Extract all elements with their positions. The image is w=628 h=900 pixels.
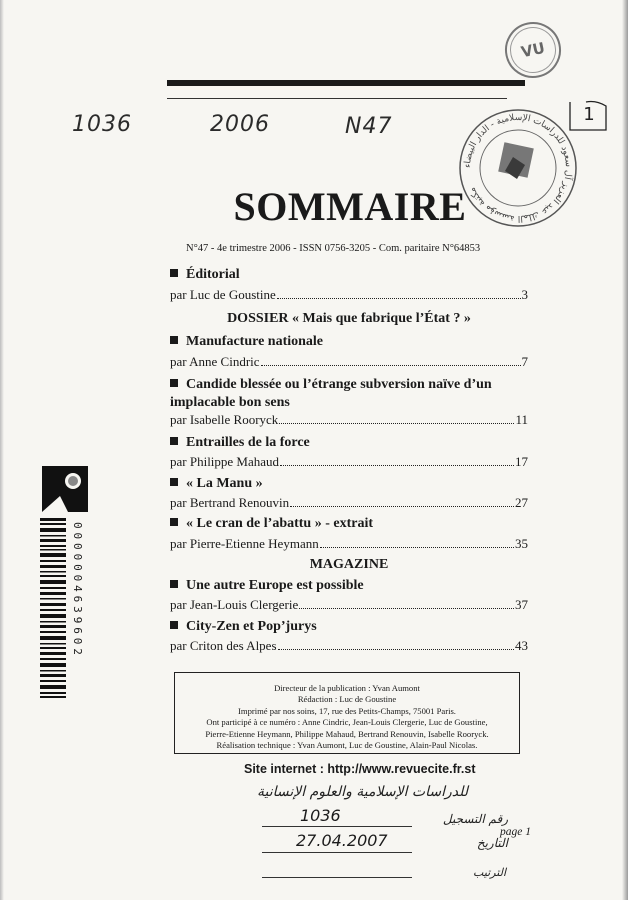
credits-line: Pierre-Etienne Heymann, Philippe Mahaud, Bertrand Renouvin, Isabelle Rooryck. [205, 728, 489, 739]
section-heading-magazine: MAGAZINE [309, 557, 389, 572]
bullet-square-icon [170, 269, 178, 277]
toc-entry-byline: par Bertrand Renouvin 27 [170, 495, 528, 510]
toc-entry-title-editorial: Éditorial [170, 266, 528, 284]
barcode-digits: 0000004639602 [71, 522, 84, 659]
registration-date: 27.04.2007 [296, 831, 388, 850]
bullet-square-icon [170, 437, 178, 445]
toc-entry-title: Manufacture nationale [170, 333, 528, 351]
reference-number: 1 [583, 104, 595, 125]
page-edge-left [0, 0, 4, 900]
vu-stamp: VU [500, 17, 566, 83]
top-rule-thick [167, 80, 525, 86]
page-number: page 1 [500, 826, 531, 838]
website-link[interactable]: Site internet : http://www.revuecite.fr.st [244, 762, 476, 776]
page-title: SOMMAIRE [233, 184, 467, 229]
svg-text:مكتبة مؤسسة الملك عبد العزيز آ: مكتبة مؤسسة الملك عبد العزيز آل سعود للدراسات الإسلامية - الدار البيضاء [462, 112, 574, 224]
credits-line: Ont participé à ce numéro : Anne Cindric, Jean-Louis Clergerie, Luc de Goustine, [206, 717, 488, 728]
barcode-icon [40, 518, 66, 698]
library-name-stamp: للدراسات الإسلامية والعلوم الإنسانية [257, 784, 468, 800]
bullet-square-icon [170, 518, 178, 526]
bullet-square-icon [170, 580, 178, 588]
toc-entry-title: Une autre Europe est possible [170, 577, 528, 595]
toc-entry-byline: par Luc de Goustine 3 [170, 287, 528, 302]
credits-box [174, 672, 520, 754]
handwritten-number: 1036 [72, 112, 132, 137]
toc-entry-byline: par Isabelle Rooryck 11 [170, 412, 528, 427]
bullet-square-icon [170, 478, 178, 486]
credits-line: Imprimé par nos soins, 17, rue des Petits-Champs, 75001 Paris. [238, 705, 456, 716]
toc-entry-byline: par Philippe Mahaud 17 [170, 454, 528, 469]
toc-entry-title: « La Manu » [170, 475, 528, 493]
toc-entry-byline: par Pierre-Etienne Heymann 35 [170, 536, 528, 551]
issue-metadata: N°47 - 4e trimestre 2006 - ISSN 0756-3205 - Com. paritaire N°64853 [186, 243, 481, 254]
classification-underline [262, 877, 412, 878]
publisher-logo-icon [42, 466, 88, 512]
section-heading-dossier: DOSSIER « Mais que fabrique l’État ? » [227, 311, 471, 326]
bullet-square-icon [170, 379, 178, 387]
toc-entry-title: Candide blessée ou l’étrange subversion naïve d’un implacable bon sens [170, 377, 492, 410]
bullet-square-icon [170, 336, 178, 344]
registration-label: رقم التسجيل [442, 812, 508, 826]
registration-number: 1036 [300, 806, 341, 825]
date-underline [262, 852, 412, 853]
credits-line: Directeur de la publication : Yvan Aumont [274, 683, 420, 693]
top-rule-thin [167, 98, 507, 99]
page-edge-right [622, 0, 628, 900]
credits-line: Réalisation technique : Yvan Aumont, Luc de Goustine, Alain-Paul Nicolas. [216, 740, 478, 751]
toc-entry-title: Entrailles de la force [170, 434, 528, 452]
toc-entry-byline: par Jean-Louis Clergerie 37 [170, 597, 528, 612]
handwritten-issue: N47 [345, 114, 393, 139]
toc-entry-title: « Le cran de l’abattu » - extrait [170, 515, 528, 533]
registration-underline [262, 826, 412, 827]
toc-entry-byline: par Criton des Alpes 43 [170, 638, 528, 653]
handwritten-year: 2006 [210, 112, 270, 137]
credits-line: Rédaction : Luc de Goustine [297, 694, 397, 705]
bullet-square-icon [170, 621, 178, 629]
toc-entry-title: City-Zen et Pop’jurys [170, 618, 528, 636]
toc-entry-byline: par Anne Cindric 7 [170, 354, 528, 369]
classification-label: الترتيب [473, 866, 506, 879]
date-label: التاريخ [476, 836, 508, 850]
